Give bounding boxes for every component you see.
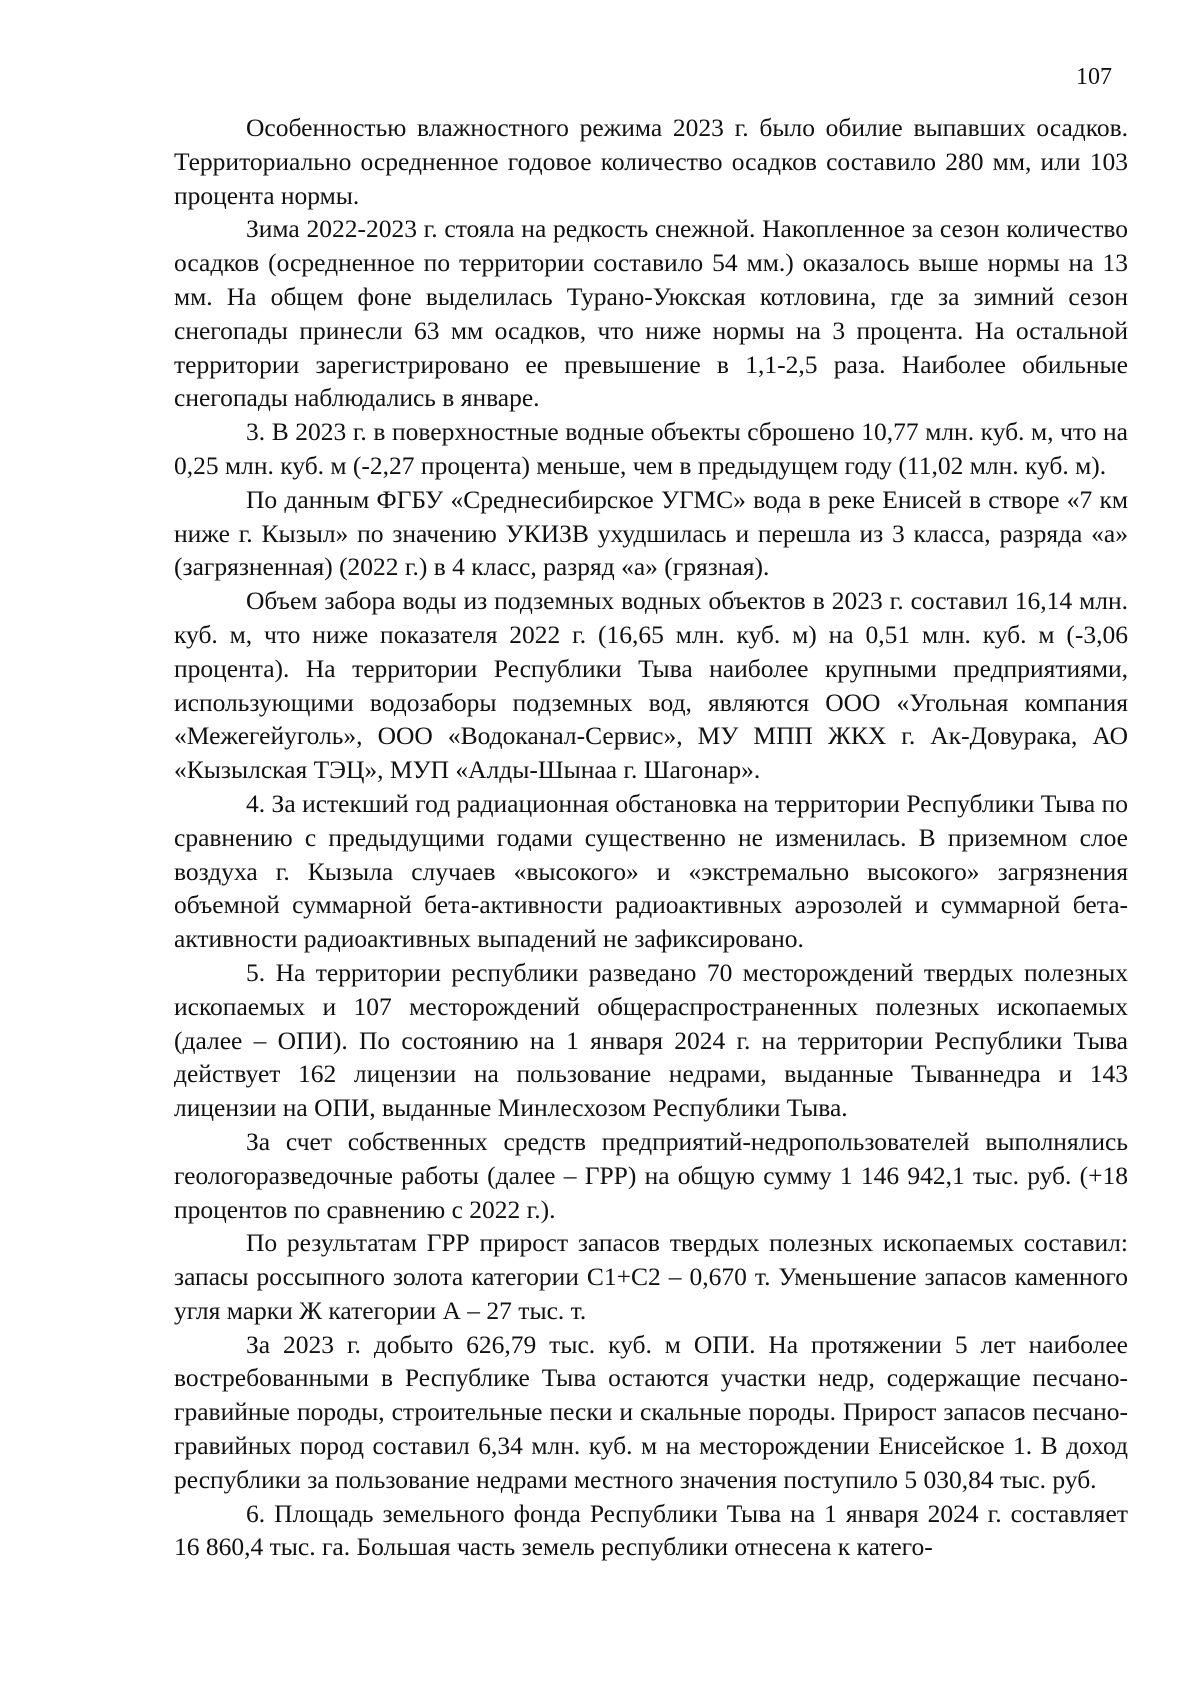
paragraph-exploration-funding: За счет собственных средств предприятий-недропользователей выполнялись геологоразведочные работы (далее – ГРР) на общую сумму 1 146 942,1 тыс. руб. (+18 процентов по сравнению с 2022 г.). [174, 1126, 1128, 1224]
paragraph-opi-extraction: За 2023 г. добыто 626,79 тыс. куб. м ОПИ. На протяжении 5 лет наиболее востребованными в Республике Тыва остаются участки недр, содержащие песчано-гравийные породы, строительные пески и скальные породы. Прирост запасов песчано-гравийных пород составил 6,34 млн. куб. м на месторождении Енисейское 1. В доход республики за пользование недрами местного значения поступило 5 030,84 тыс. руб. [174, 1329, 1128, 1494]
paragraph-radiation-situation: 4. За истекший год радиационная обстановка на территории Республики Тыва по сравнению с предыдущими годами существенно не изменилась. В приземном слое воздуха г. Кызыла случаев «высокого» и «экстремально высокого» загрязнения объемной суммарной бета-активности радиоактивных аэрозолей и суммарной бета-активности радиоактивных выпадений не зафиксировано. [174, 788, 1128, 954]
paragraph-groundwater-intake: Объем забора воды из подземных водных объектов в 2023 г. составил 16,14 млн. куб. м, что ниже показателя 2022 г. (16,65 млн. куб. м) на 0,51 млн. куб. м (-3,06 процента). На территории Республики Тыва наиболее крупными предприятиями, использующими водозаборы подземных вод, являются ООО «Угольная компания «Межегейуголь», ООО «Водоканал-Сервис», МУ МПП ЖКХ г. Ак-Довурака, АО «Кызылская ТЭЦ», МУП «Алды-Шынаа г. Шагонар». [174, 586, 1128, 785]
paragraph-land-fund: 6. Площадь земельного фонда Республики Тыва на 1 января 2024 г. составляет 16 860,4 тыс. га. Большая часть земель республики отнесена к катего- [174, 1498, 1128, 1562]
paragraph-reserves-growth: По результатам ГРР прирост запасов твердых полезных ископаемых составил: запасы россыпного золота категории С1+С2 – 0,670 т. Уменьшение запасов каменного угля марки Ж категории А – 27 тыс. т. [174, 1228, 1128, 1325]
page-number: 107 [1076, 64, 1112, 90]
paragraph-winter-snowfall: Зима 2022-2023 г. стояла на редкость снежной. Накопленное за сезон количество осадков (осредненное по территории составило 54 мм.) оказалось выше нормы на 13 мм. На общем фоне выделилась Турано-Уюкская котловина, где за зимний сезон снегопады принесли 63 мм осадков, что ниже нормы на 3 процента. На остальной территории зарегистрировано ее превышение в 1,1-2,5 раза. Наиболее обильные снегопады наблюдались в январе. [174, 214, 1128, 413]
paragraph-surface-water-discharge: 3. В 2023 г. в поверхностные водные объекты сброшено 10,77 млн. куб. м, что на 0,25 млн. куб. м (-2,27 процента) меньше, чем в предыдущем году (11,02 млн. куб. м). [174, 417, 1128, 480]
paragraph-yenisei-water-quality: По данным ФГБУ «Среднесибирское УГМС» вода в реке Енисей в створе «7 км ниже г. Кызыл» по значению УКИЗВ ухудшилась и перешла из 3 класса, разряда «а» (загрязненная) (2022 г.) в 4 класс, разряд «а» (грязная). [174, 484, 1128, 582]
paragraph-precipitation-regime: Особенностью влажностного режима 2023 г. было обилие выпавших осадков. Территориально осредненное годовое количество осадков составило 280 мм, или 103 процента нормы. [174, 113, 1128, 210]
paragraph-mineral-deposits: 5. На территории республики разведано 70 месторождений твердых полезных ископаемых и 107 месторождений общераспространенных полезных ископаемых (далее – ОПИ). По состоянию на 1 января 2024 г. на территории Республики Тыва действует 162 лицензии на пользование недрами, выданные Тываннедра и 143 лицензии на ОПИ, выданные Минлесхозом Республики Тыва. [174, 957, 1128, 1123]
body-text [174, 111, 1128, 1564]
